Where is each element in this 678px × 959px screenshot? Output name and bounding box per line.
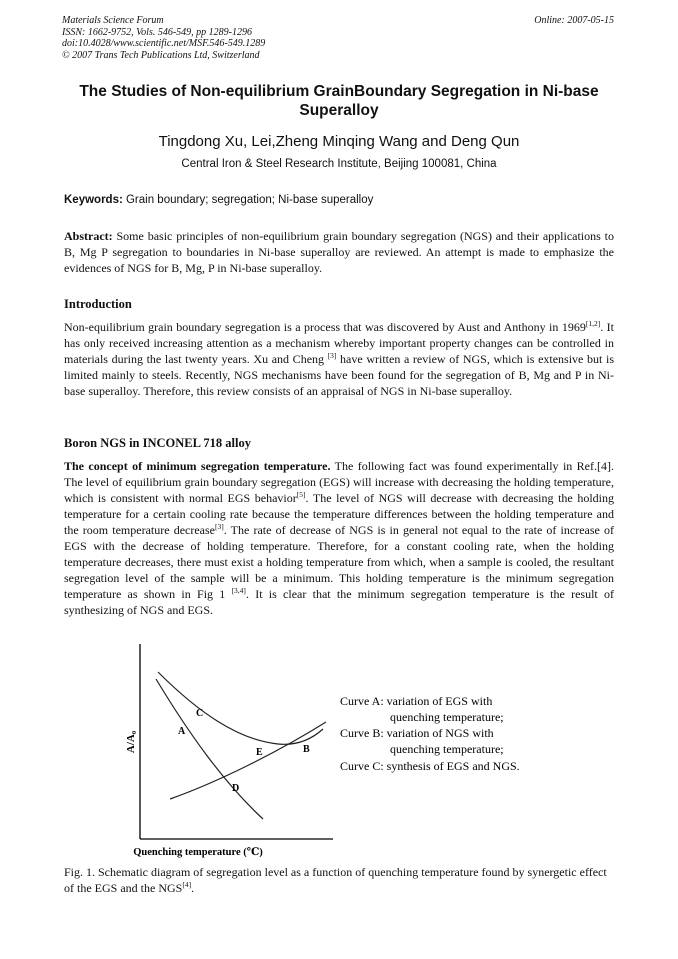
boron-ref-3: [3,4] (231, 586, 246, 595)
journal-header (62, 15, 265, 61)
legend-b-1: Curve B: variation of NGS with (340, 726, 494, 740)
caption-text-2: . (191, 881, 195, 895)
legend-b-2: quenching temperature; (390, 742, 504, 756)
journal-doi: doi:10.4028/www.scientific.net/MSF.546-549.1289 (62, 38, 266, 49)
boron-heading: Boron NGS in INCONEL 718 alloy (64, 436, 251, 450)
journal-name: Materials Science Forum (62, 15, 164, 26)
online-date: Online: 2007-05-15 (534, 15, 614, 26)
keywords (64, 194, 373, 206)
x-axis-label: Quenching temperature (℃) (133, 847, 263, 858)
keywords-label: Keywords: (64, 194, 123, 206)
introduction-heading: Introduction (64, 297, 132, 311)
intro-text-3: have written a review of NGS, which is extensive but is limited mainly to steels. Recently, NGS mechanisms have been found for the segregation of B, Mg and P in Ni-base superalloy. Therefore, this review consists of an appraisal of NGS in Ni-base superalloy. (64, 352, 614, 398)
label-c: C (196, 708, 204, 719)
label-e: E (256, 747, 263, 758)
boron-text-1: The following fact was found experimentally in Ref.[4]. The level of equilibrium grain boundary segregation (EGS) will increase with decreasing the holding temperature, which is consistent with normal EGS behavior (64, 459, 614, 505)
figure-1 (118, 642, 568, 862)
keywords-text: Grain boundary; segregation; Ni-base superalloy (122, 194, 374, 206)
intro-text-2: . It has only received increasing attention as a mechanism whereby important property changes can be controlled in materials during the last twenty years. Xu and Cheng (64, 320, 614, 366)
legend-c-1: Curve C: synthesis of EGS and NGS. (340, 759, 520, 773)
boron-lead: The concept of minimum segregation temperature. (64, 459, 331, 473)
abstract-text: Some basic principles of non-equilibrium grain boundary segregation (NGS) and their applications to B, Mg P segregation to boundaries in Ni-base superalloy are reviewed. An attempt is made to emphasize the evidences of NGS for B, Mg, P in Ni-base superalloy. (64, 229, 614, 275)
paper-title: The Studies of Non-equilibrium GrainBoundary Segregation in Ni-base Superalloy (79, 83, 599, 119)
abstract (64, 228, 614, 276)
introduction-paragraph (64, 319, 614, 399)
label-b: B (303, 744, 310, 755)
y-axis-label: A/A₀ (125, 730, 137, 754)
intro-ref-1: [1,2] (585, 319, 601, 328)
legend-a-1: Curve A: variation of EGS with (340, 694, 493, 708)
label-d: D (232, 783, 240, 794)
caption-ref-1: [4] (182, 880, 192, 889)
intro-ref-2: [3] (327, 351, 337, 360)
affiliation: Central Iron & Steel Research Institute, Beijing 100081, China (181, 158, 497, 170)
intro-text-1: Non-equilibrium grain boundary segregation is a process that was discovered by Aust and Anthony in 1969 (64, 320, 586, 334)
boron-text-4: . It is clear that the minimum segregation temperature is the result of synthesizing of NGS and EGS. (64, 587, 614, 617)
journal-issn: ISSN: 1662-9752, Vols. 546-549, pp 1289-1296 (62, 26, 252, 38)
figure-1-caption (64, 864, 614, 896)
figure-1-svg (118, 642, 568, 862)
boron-ref-2: [3] (215, 522, 224, 531)
boron-text-3: . The rate of decrease of NGS is in general not equal to the rate of increase of EGS with the decrease of holding temperature. Therefore, for a constant cooling rate, when the holding temperature decreases, there must exist a holding temperature from which, when a sample is cooled, the resultant segregation level of the sample will be a minimum. This holding temperature is the minimum segregation temperature as shown in Fig 1 (64, 523, 614, 601)
curve-b (170, 722, 326, 799)
label-a: A (178, 726, 186, 737)
abstract-label: Abstract: (64, 229, 113, 243)
journal-copyright: © 2007 Trans Tech Publications Ltd, Switzerland (62, 49, 260, 61)
caption-text-1: Fig. 1. Schematic diagram of segregation level as a function of quenching temperature found by synergetic effect of the EGS and the NGS (64, 865, 607, 895)
legend-a-2: quenching temperature; (390, 710, 504, 724)
boron-text-2: . The level of NGS will decrease with decreasing the holding temperature for a certain cooling rate because the temperature differences between the holding temperature and the room temperature decrease (64, 491, 614, 537)
authors: Tingdong Xu, Lei,Zheng Minqing Wang and Deng Qun (158, 133, 520, 150)
boron-paragraph (64, 458, 614, 618)
boron-ref-1: [5] (296, 490, 306, 499)
